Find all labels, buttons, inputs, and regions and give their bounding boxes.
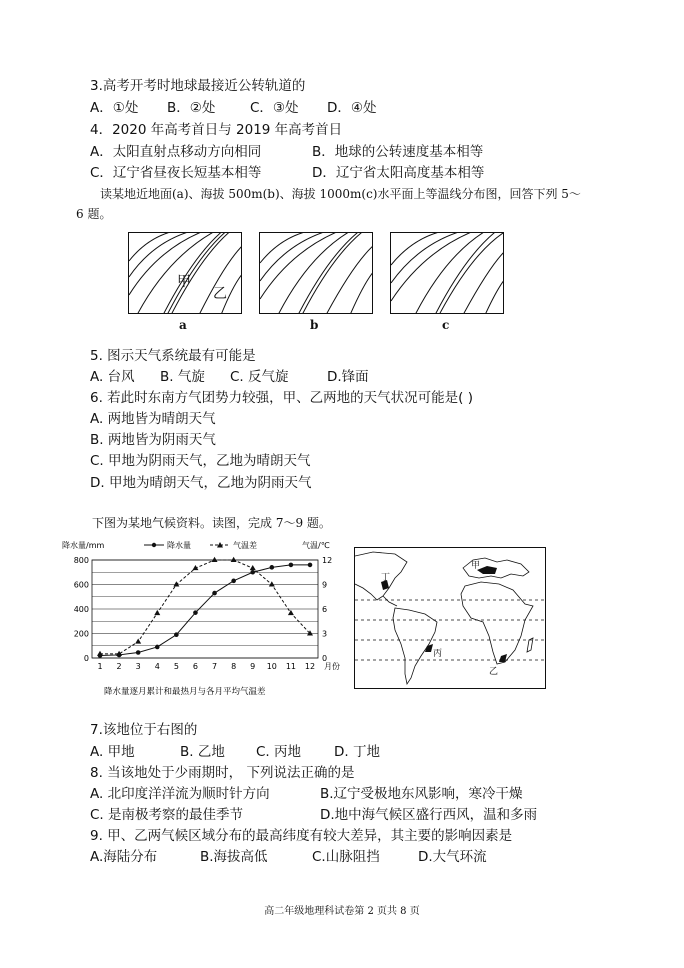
figure-label-c: c <box>442 318 450 332</box>
q9-stem: 9. 甲、乙两气候区域分布的最高纬度有较大差异，其主要的影响因素是 <box>90 828 513 844</box>
x-tick-label: 4 <box>154 662 160 671</box>
q9-option-c: C.山脉阻挡 <box>312 849 380 865</box>
q8-option-c: C. 是南极考察的最佳季节 <box>90 807 244 823</box>
y-left-tick-label: 200 <box>73 629 89 639</box>
q4-option-b: B．地球的公转速度基本相等 <box>312 144 484 160</box>
precip-point <box>193 610 198 615</box>
temp-diff-point <box>250 565 256 570</box>
y-right-tick-label: 9 <box>322 580 328 590</box>
y-right-tick-label: 0 <box>322 654 328 663</box>
q7-option-c: C. 丙地 <box>256 744 302 760</box>
precip-point <box>250 570 255 575</box>
y-right-axis-label: 气温/℃ <box>302 541 330 550</box>
isotherm-figure-a <box>128 232 242 314</box>
x-tick-label: 6 <box>192 662 199 671</box>
q8-stem: 8. 当该地处于少雨期时， 下列说法正确的是 <box>90 765 355 781</box>
isotherm-figure-c <box>390 232 504 314</box>
temp-diff-point <box>212 557 218 562</box>
q6-option-b: B. 两地皆为阴雨天气 <box>90 432 216 448</box>
x-tick-label: 3 <box>135 662 141 671</box>
chart-caption: 降水量逐月累计和最热月与各月平均气温差 <box>104 687 266 697</box>
q3-stem: 3.高考开考时地球最接近公转轨道的 <box>90 78 306 94</box>
isotherm-figure-b <box>259 232 373 314</box>
q3-option-c: C．③处 <box>250 100 299 116</box>
legend-precip-marker <box>152 543 156 547</box>
y-left-tick-label: 0 <box>83 654 89 663</box>
temp-diff-point <box>116 651 122 656</box>
q9-option-d: D.大气环流 <box>418 849 487 865</box>
intro-5-6-line2: 6 题。 <box>76 207 112 221</box>
legend-temp-label: 气温差 <box>233 541 257 550</box>
q6-option-c: C. 甲地为阴雨天气，乙地为晴朗天气 <box>90 453 311 469</box>
map-label-jia: 甲 <box>471 561 481 571</box>
x-tick-label: 2 <box>116 662 122 671</box>
map-label-bing: 丙 <box>433 649 443 659</box>
q3-option-b: B．②处 <box>167 100 216 116</box>
temp-diff-point <box>154 610 160 615</box>
precip-point <box>136 650 141 655</box>
x-tick-label: 10 <box>266 662 277 671</box>
q3-option-d: D．④处 <box>327 100 377 116</box>
x-tick-label: 12 <box>304 662 316 671</box>
q5-option-a: A. 台风 <box>90 369 135 385</box>
page-footer: 高二年级地理科试卷第 2 页共 8 页 <box>264 906 420 917</box>
figure-label-a: a <box>179 318 187 332</box>
x-tick-label: 8 <box>231 662 237 671</box>
y-left-axis-label: 降水量/mm <box>62 541 105 550</box>
temp-diff-point <box>231 557 237 562</box>
precip-point <box>270 565 275 570</box>
q5-option-d: D.锋面 <box>327 369 369 385</box>
x-tick-label: 5 <box>173 662 179 671</box>
temp-diff-point <box>269 581 275 586</box>
q8-option-d: D.地中海气候区盛行西风，温和多雨 <box>320 807 538 823</box>
x-axis-label: 月份 <box>324 662 340 671</box>
q6-option-d: D. 甲地为晴朗天气，乙地为阴雨天气 <box>90 475 312 491</box>
climate-chart <box>60 534 350 702</box>
q4-option-d: D．辽宁省太阳高度基本相等 <box>312 165 485 181</box>
temp-diff-point <box>135 638 141 643</box>
q6-option-a: A. 两地皆为晴朗天气 <box>90 411 216 427</box>
q9-option-b: B.海拔高低 <box>200 849 268 865</box>
y-left-tick-label: 400 <box>73 605 89 614</box>
map-label-ding: 丁 <box>381 573 391 583</box>
precip-point <box>289 563 294 568</box>
label-jia: 甲 <box>177 274 191 290</box>
temp-diff-point <box>173 581 179 586</box>
q7-stem: 7.该地位于右图的 <box>90 722 198 738</box>
precip-point <box>174 632 179 637</box>
q5-option-c: C. 反气旋 <box>230 369 289 385</box>
y-left-tick-label: 800 <box>73 556 89 565</box>
q4-option-c: C．辽宁省昼夜长短基本相等 <box>90 165 262 181</box>
q9-option-a: A.海陆分布 <box>90 849 158 865</box>
q7-option-a: A. 甲地 <box>90 744 135 760</box>
q5-option-b: B. 气旋 <box>160 369 205 385</box>
y-right-tick-label: 3 <box>322 629 328 639</box>
y-right-tick-label: 12 <box>322 556 333 565</box>
legend-precip-label: 降水量 <box>167 541 191 550</box>
label-yi: 乙 <box>213 286 227 302</box>
precip-series-line <box>100 565 310 656</box>
precip-point <box>155 645 160 650</box>
map-label-yi: 乙 <box>489 667 499 677</box>
temp-diff-series-line <box>100 560 310 654</box>
x-tick-label: 1 <box>97 662 103 671</box>
intro-7-9: 下图为某地气候资料。读图，完成 7～9 题。 <box>92 516 331 530</box>
x-tick-label: 7 <box>211 662 218 671</box>
y-left-tick-label: 600 <box>73 580 89 590</box>
q3-option-a: A．①处 <box>90 100 139 116</box>
world-map <box>354 547 546 689</box>
x-tick-label: 9 <box>250 662 256 671</box>
q4-stem: 4．2020 年高考首日与 2019 年高考首日 <box>90 122 343 138</box>
q7-option-d: D. 丁地 <box>334 744 380 760</box>
q8-option-b: B.辽宁受极地东风影响，寒冷干燥 <box>320 786 523 802</box>
figure-label-b: b <box>310 318 319 332</box>
q6-stem: 6. 若此时东南方气团势力较强，甲、乙两地的天气状况可能是( ) <box>90 390 473 406</box>
q8-option-a: A. 北印度洋洋流为顺时针方向 <box>90 786 270 802</box>
x-tick-label: 11 <box>285 662 297 671</box>
precip-point <box>308 563 313 568</box>
q7-option-b: B. 乙地 <box>180 744 225 760</box>
y-right-tick-label: 6 <box>322 605 328 614</box>
precip-point <box>231 579 236 584</box>
intro-5-6-line1: 读某地近地面(a)、海拔 500m(b)、海拔 1000m(c)水平面上等温线分布图，回答下列 5～ <box>100 187 581 201</box>
q5-stem: 5. 图示天气系统最有可能是 <box>90 348 256 364</box>
q4-option-a: A．太阳直射点移动方向相同 <box>90 144 262 160</box>
precip-point <box>212 591 217 596</box>
temp-diff-point <box>97 651 103 656</box>
